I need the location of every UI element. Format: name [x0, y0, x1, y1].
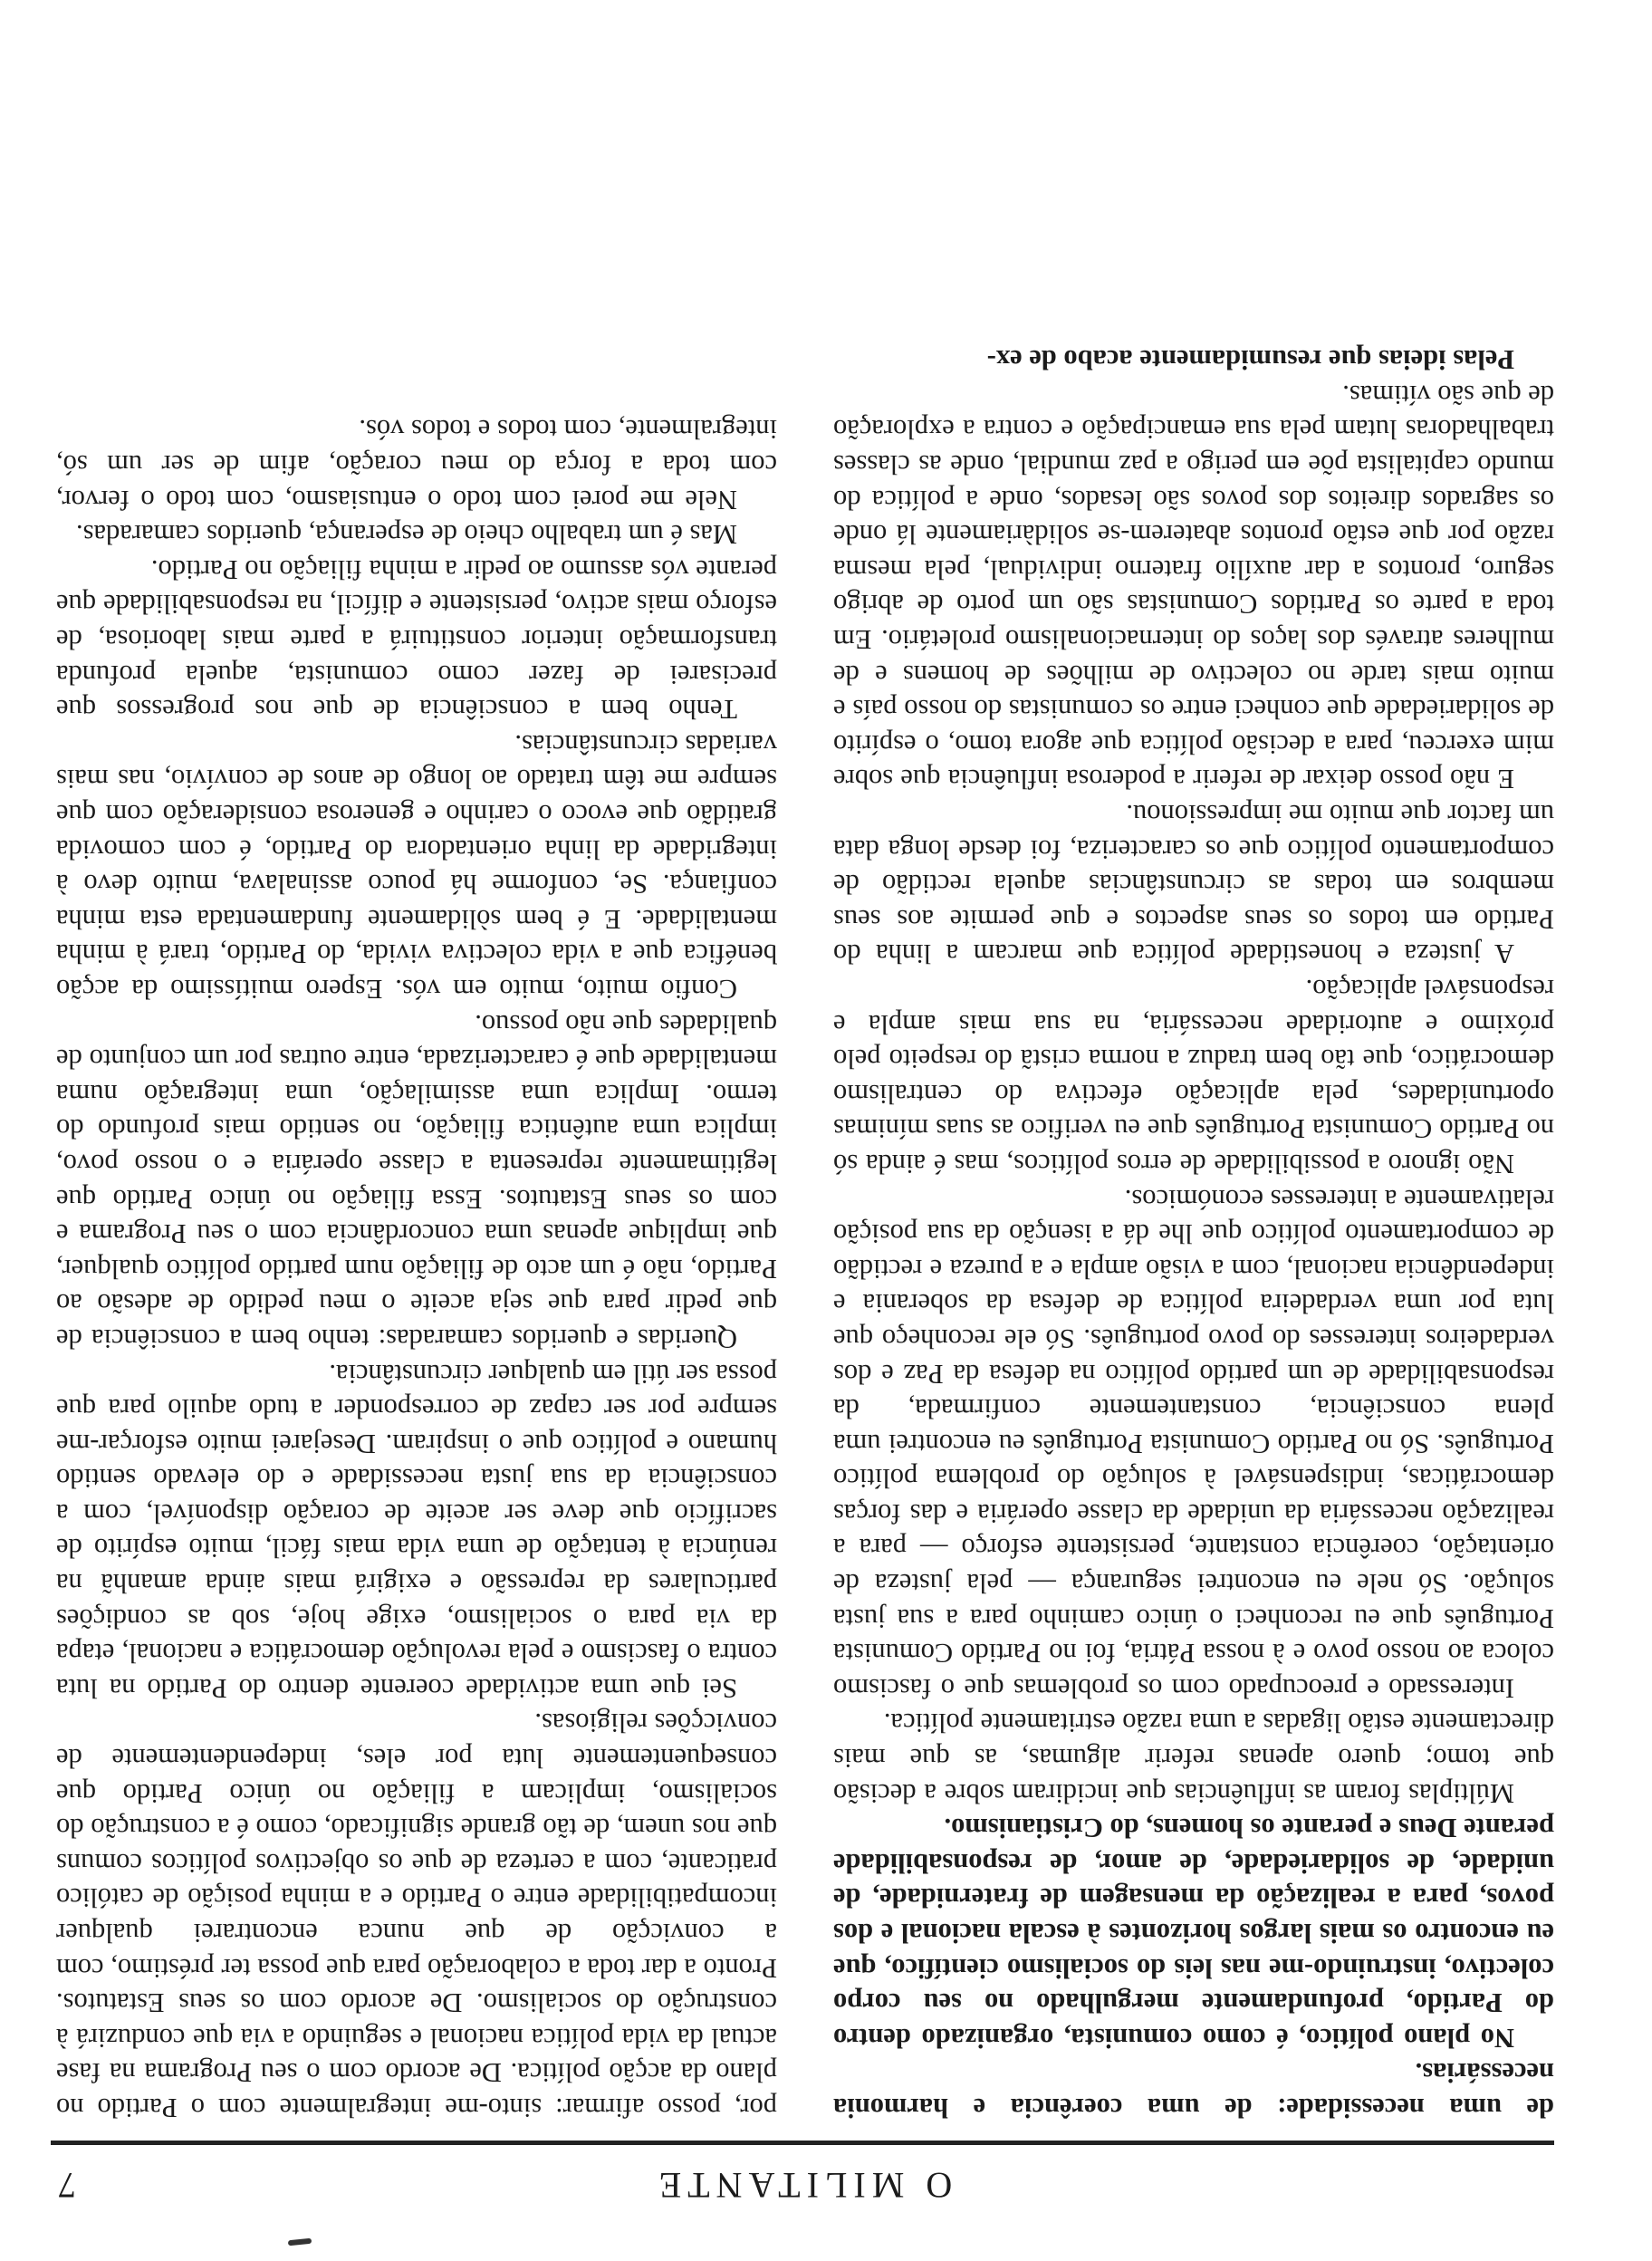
ink-smudge: [288, 2238, 312, 2247]
paragraph: A justeza e honestidade política que marcam a linha do Partido em todos os seus aspectos e que permite aos seus membros em todas as circunstâncias aquela rectidão de comportamento político que os caracteriza, foi desde longa data um factor que muito me impressionou.: [833, 799, 1554, 970]
paragraph: No plano político, é como comunista, organizado dentro do Partido, profundamente mergulhado no seu corpo colectivo, instruindo-me nas leis do socialismo científico, que eu encontro os mais largos horizontes à escala nacional e dos povos, para a realização da mensagem de fraternidade, de unidade, de solidariedade, de amor, de responsabilidade perante Deus e perante os homens, do Cristianismo.: [833, 1813, 1554, 2054]
paragraph: Tenho bem a consciência de que nos progressos que precisarei de fazer como comunista, aquela profunda transformação interior constituirá a parte mais laboriosa, de esforço mais activo, persistente e difícil, na responsabilidade que perante vós assumo ao pedir a minha filiação no Partido.: [56, 553, 777, 726]
page-number: 7: [58, 2165, 76, 2206]
paragraph: Sei que uma actividade coerente dentro do Partido na luta contra o fascismo e pela revolução democrática e nacional, etapa da via para o socialismo, exige hoje, sob as condições particulares da repressão e exigirá mais ainda amanhã na renúncia à tentação de uma vida mais fácil, muito espírito de sacrifício que deve ser aceite de coração disponível, com a consciência da sua justa necessidade e do elevado sentido humano e político que o inspiram. Desejarei muito esforçar-me sempre por ser capaz de corresponder a tudo aquilo para que possa ser útil em qualquer circunstância.: [56, 1358, 777, 1704]
header-rule: [51, 2141, 1554, 2145]
masthead-title: O MILITANTE: [652, 2165, 953, 2206]
paragraph: Pelas ideias que resumidamente acabo de ex-: [986, 344, 1514, 376]
paragraph: Queridas e queridos camaradas: tenho bem a consciência de que pedir para que seja aceite o meu pedido de adesão ao Partido, não é um acto de filiação num partido político qualquer, que implique apenas uma concordância com o seu Programa e com os seus Estatutos. Essa filiação no único Partido que legitimamente representa a classe operária e o nosso povo, implica uma autêntica filiação, no sentido mais profundo do termo. Implica uma assimilação, uma integração numa mentalidade que é caracterizada, entre outras por um conjunto de qualidades que não possuo.: [56, 1008, 777, 1354]
page-header: [51, 2152, 1554, 2207]
paragraph: por, posso afirmar: sinto-me integralmente com o Partido no plano da acção política. De acordo com o seu Programa na fase actual da vida política nacional e seguindo a via que conduzirá à construção do socialismo. De acordo com os seus Estatutos. Pronto a dar toda a colaboração para que possa ter préstimo, com a convicção de que nunca encontrarei qualquer incompatibilidade entre o Partido e a minha posição de católico praticante, com a certeza de que os objectivos políticos comuns que nos unem, de tão grande significado, como é a construção do socialismo, implicam a filiação no único Partido que consequentemente luta por eles, independentemente de convicções religiosas.: [56, 1708, 777, 2123]
paragraph: Nele me porei com todo o entusiasmo, com todo o fervor, com toda a força do meu coração, afim de ser um só, integralmente, com todos e todos vós.: [56, 414, 777, 515]
paragraph: Interessado e preocupado com os problemas que o fascismo coloca ao nosso povo e à nossa Pátria, foi no Partido Comunista Português que eu reconheci o único caminho para a sua justa solução. Só nele eu encontrei segurança — pela justeza de orientação, coerência constante, persistente esforço — para a realização necessária da unidade da classe operária e das forças democráticas, indispensável à solução do problema político Português. Só no Partido Comunista Português eu encontrei uma plena consciência, constantemente confirmada, da responsabilidade de um partido político na defesa da Paz e dos verdadeiros interesses do povo português. Só ele reconheço que luta por uma verdadeira política de defesa da soberania e independência nacional, com a visão ampla e a pureza e rectidão de comportamento político que lhe dá a isenção da sua posição relativamente a interesses económicos.: [833, 1183, 1554, 1704]
paragraph: de uma necessidade: de uma coerência e harmonia necessárias.: [833, 2057, 1554, 2123]
text-column-left: [833, 33, 1554, 2125]
paragraph: Múltiplas foram as influências que incidiram sobre a decisão que tomo; quero apenas referir algumas, as que mais directamente estão ligadas a uma razão estritamente política.: [833, 1708, 1554, 1809]
paragraph: Mas é um trabalho cheio de esperança, queridos camaradas.: [76, 519, 737, 551]
paragraph: Confio muito, muito em vós. Espero muitíssimo da acção benéfica que a vida colectiva vivida, do Partido, trará à minha mentalidade. E é bem sòlidamente fundamentada esta minha confiança. Se, conforme há pouco assinalava, muito devo à integridade da linha orientadora do Partido, é com comovida gratidão que evoco o carinho e generosa consideração com que sempre me têm tratado ao longo de anos de convívio, nas mais variadas circunstâncias.: [56, 728, 777, 1005]
paragraph: E não posso deixar de referir a poderosa influência que sobre mim exerceu, para a decisão política que agora tomo, o espírito de solidariedade que conheci entre os comunistas do nosso país e muito mais tarde no colectivo de milhões de homens e de mulheres através dos laços do internacionalismo proletário. Em toda a parte os Partidos Comunistas são um porto de abrigo seguro, prontos a dar auxílio fraterno individual, pela mesma razão por que estão prontos abaterem-se solidàriamente lá onde os sagrados direitos dos povos são lesados, onde a política do mundo capitalista põe em perigo a paz mundial, onde as classes trabalhadoras lutam pela sua emancipação e contra a exploração de que são vítimas.: [833, 379, 1554, 795]
paragraph: Não ignoro a possibilidade de erros políticos, mas é ainda só no Partido Comunista Português que eu verifico as suas mínimas oportunidades, pela aplicação efectiva do centralismo democrático, que tão bem traduz a norma cristã do respeito pelo próximo e autoridade necessária, na sua mais ampla e responsável aplicação.: [833, 974, 1554, 1179]
text-column-right: [56, 33, 777, 2125]
